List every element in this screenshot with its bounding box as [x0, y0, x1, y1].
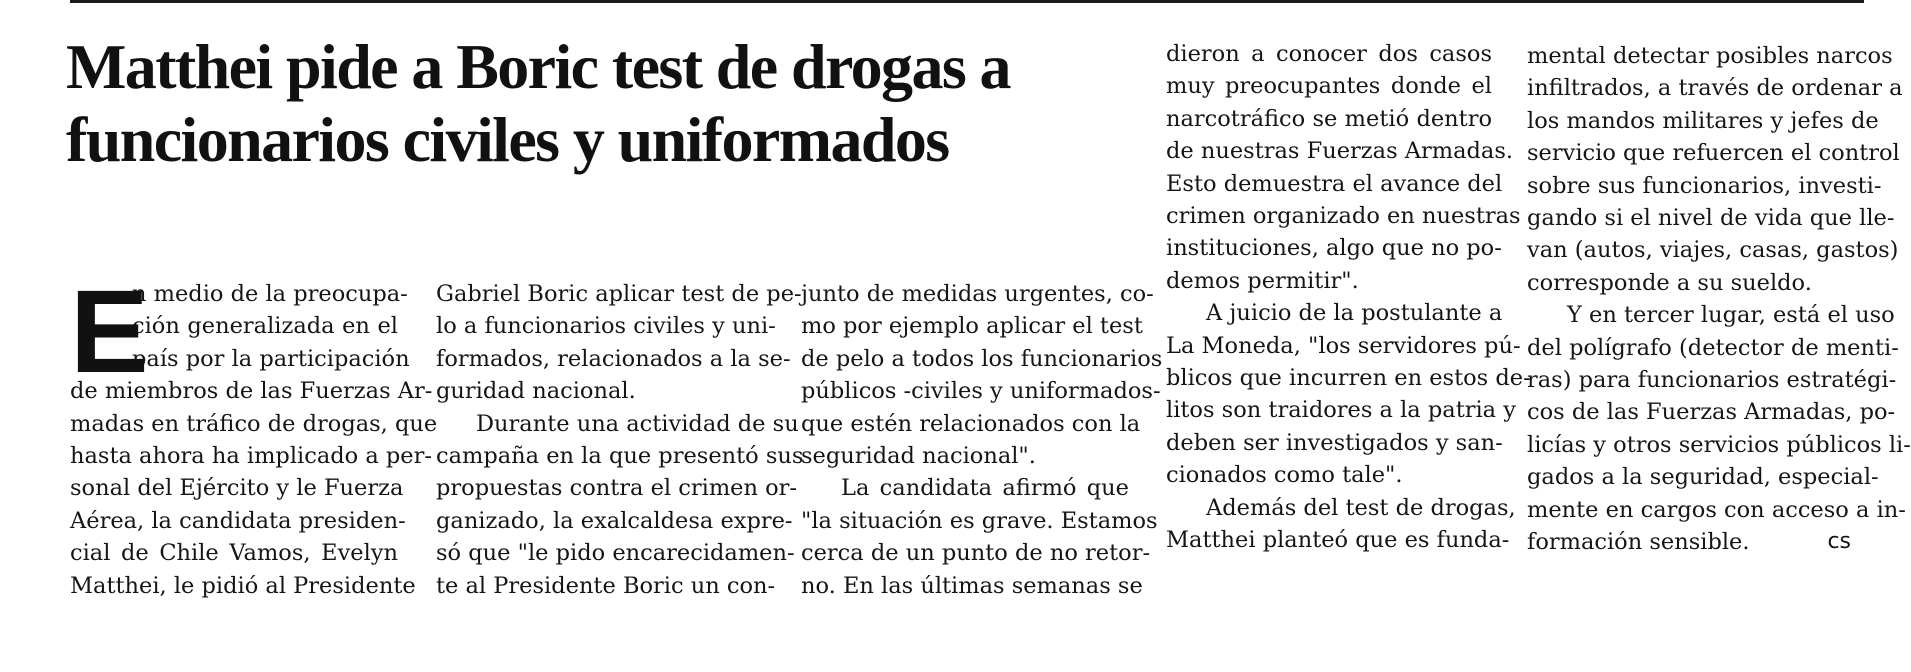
body-line: só que "le pido encarecidamen-	[436, 540, 795, 567]
end-mark-icon: cs	[1827, 529, 1851, 555]
body-line-text: formación sensible.	[1527, 529, 1750, 556]
body-line: cial de Chile Vamos, Evelyn	[70, 540, 398, 567]
body-line: ganizado, la exalcaldesa expre-	[436, 507, 793, 534]
body-line: La Moneda, "los servidores pú-	[1166, 332, 1521, 359]
body-line: mo por ejemplo aplicar el test	[801, 313, 1143, 340]
body-line: infiltrados, a través de ordenar a	[1527, 75, 1903, 102]
body-line: litos son traidores a la patria y	[1166, 397, 1516, 424]
body-line: van (autos, viajes, casas, gastos)	[1527, 237, 1899, 264]
body-line: "la situación es grave. Estamos	[801, 507, 1158, 534]
body-line: campaña en la que presentó sus	[436, 443, 804, 470]
body-line: país por la participación	[132, 345, 410, 372]
body-line: cos de las Fuerzas Armadas, po-	[1527, 399, 1896, 426]
body-line: blicos que incurren en estos de-	[1166, 365, 1531, 392]
column-5	[1527, 40, 1911, 559]
column-2	[436, 278, 804, 602]
body-line: del polígrafo (detector de menti-	[1527, 334, 1899, 361]
body-line: corresponde a su sueldo.	[1527, 269, 1812, 296]
body-line: Durante una actividad de su	[476, 410, 799, 437]
body-line: gando si el nivel de vida que lle-	[1527, 205, 1895, 232]
body-line: los mandos militares y jefes de	[1527, 107, 1879, 134]
body-line: licías y otros servicios públicos li-	[1527, 431, 1911, 458]
body-line: narcotráfico se metió dentro	[1166, 105, 1492, 132]
drop-cap: E	[70, 266, 149, 398]
body-line: La candidata afirmó que	[841, 475, 1129, 502]
body-line: de miembros de las Fuerzas Ar-	[70, 378, 433, 405]
body-line: públicos -civiles y uniformados-	[801, 378, 1161, 405]
body-line: deben ser investigados y san-	[1166, 429, 1503, 456]
body-line: crimen organizado en nuestras	[1166, 203, 1521, 230]
body-line: sonal del Ejército y le Fuerza	[70, 475, 404, 502]
body-line: n medio de la preocupa-	[132, 281, 408, 307]
body-line: ras) para funcionarios estratégi-	[1527, 367, 1897, 394]
body-line: no. En las últimas semanas se	[801, 572, 1143, 599]
body-line: de pelo a todos los funcionarios	[801, 345, 1163, 372]
body-line: Aérea, la candidata presiden-	[70, 507, 406, 534]
body-line: que estén relacionados con la	[801, 410, 1141, 437]
body-line: mente en cargos con acceso a in-	[1527, 496, 1906, 523]
top-rule	[70, 0, 1864, 3]
body-line: instituciones, algo que no po-	[1166, 235, 1502, 262]
body-line: ción generalizada en el	[132, 313, 398, 340]
body-line: Esto demuestra el avance del	[1166, 170, 1503, 197]
body-line: dieron a conocer dos casos	[1166, 41, 1492, 67]
body-line: formados, relacionados a la se-	[436, 345, 791, 372]
body-line-final	[1527, 526, 1855, 558]
body-line: Gabriel Boric aplicar test de pe-	[436, 281, 802, 307]
body-line: Matthei planteó que es funda-	[1166, 527, 1510, 554]
column-4	[1166, 38, 1531, 557]
body-line: Además del test de drogas,	[1206, 494, 1516, 521]
headline-line: Matthei pide a Boric test de drogas a	[66, 31, 1010, 102]
column-1	[70, 266, 438, 602]
body-line: seguridad nacional".	[801, 443, 1036, 470]
body-line: propuestas contra el crimen or-	[436, 475, 798, 502]
body-line: hasta ahora ha implicado a per-	[70, 443, 432, 470]
body-line: te al Presidente Boric un con-	[436, 572, 776, 599]
body-line: muy preocupantes donde el	[1166, 73, 1492, 100]
column-3	[801, 278, 1163, 602]
body-line: Matthei, le pidió al Presidente	[70, 572, 416, 599]
body-line: demos permitir".	[1166, 267, 1359, 294]
body-line: de nuestras Fuerzas Armadas.	[1166, 138, 1514, 165]
body-line: lo a funcionarios civiles y uni-	[436, 313, 776, 340]
headline	[66, 30, 1146, 176]
body-line: cionados como tale".	[1166, 462, 1403, 489]
body-line: sobre sus funcionarios, investi-	[1527, 172, 1882, 199]
body-line: A juicio de la postulante a	[1206, 300, 1503, 327]
body-line: gados a la seguridad, especial-	[1527, 464, 1879, 491]
body-line: cerca de un punto de no retor-	[801, 540, 1151, 567]
body-line: Y en tercer lugar, está el uso	[1567, 302, 1895, 329]
body-line: servicio que refuercen el control	[1527, 140, 1900, 167]
body-line: guridad nacional.	[436, 378, 636, 405]
headline-line: funcionarios civiles y uniformados	[66, 104, 949, 175]
body-line: madas en tráfico de drogas, que	[70, 410, 438, 437]
body-line: mental detectar posibles narcos	[1527, 43, 1893, 69]
body-line: junto de medidas urgentes, co-	[801, 281, 1154, 307]
